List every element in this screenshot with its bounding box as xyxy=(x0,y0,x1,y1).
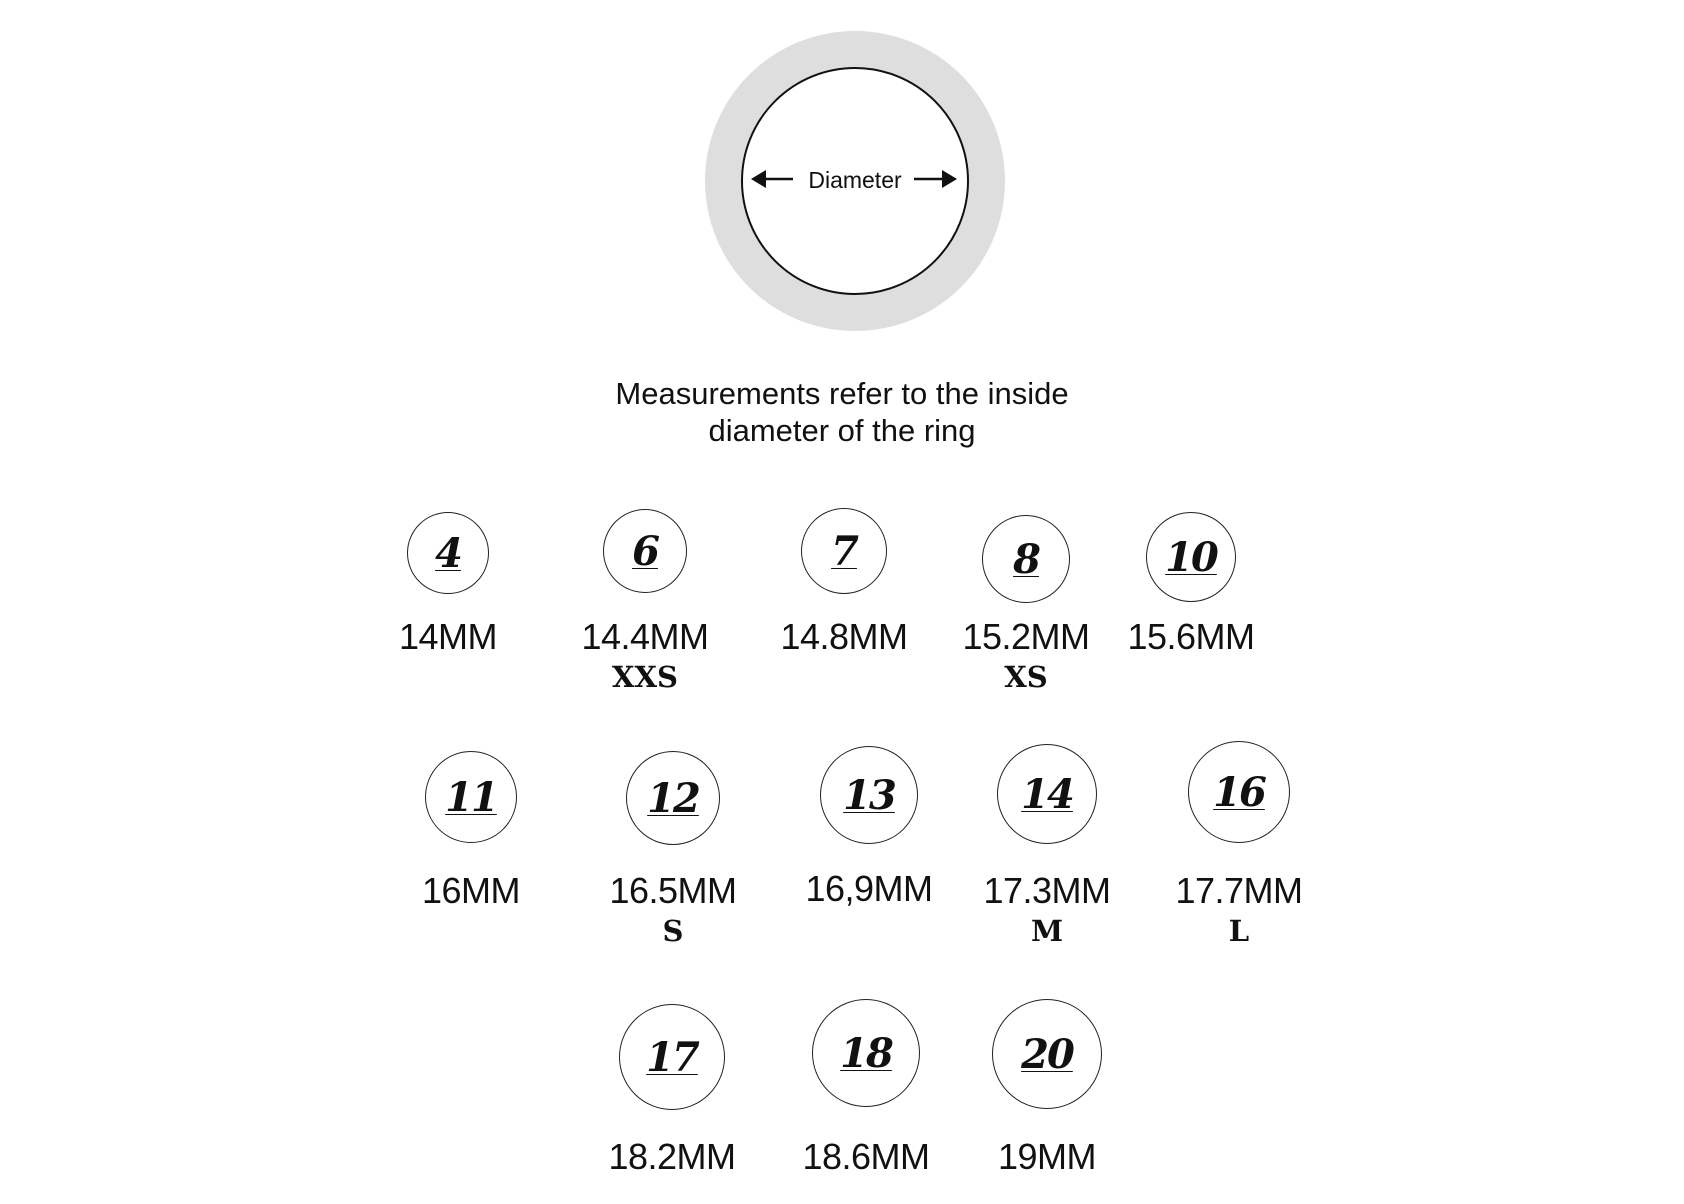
ring-size-10 xyxy=(1101,512,1281,712)
size-circle xyxy=(603,509,687,593)
size-number: 10 xyxy=(1165,533,1217,581)
size-circle xyxy=(801,508,887,594)
size-diameter-mm: 16.5MM xyxy=(609,870,737,911)
size-diameter-mm: 18.6MM xyxy=(802,1136,930,1177)
size-number: 14 xyxy=(1021,770,1073,818)
size-circle xyxy=(1146,512,1236,602)
size-letter: XS xyxy=(1004,660,1048,694)
size-letter: M xyxy=(1030,914,1064,948)
size-number: 17 xyxy=(646,1033,698,1081)
size-circle xyxy=(992,999,1102,1109)
size-number: 18 xyxy=(840,1029,892,1077)
size-number: 4 xyxy=(435,529,461,577)
size-diameter-mm: 14.8MM xyxy=(780,616,908,657)
size-number: 6 xyxy=(632,527,658,575)
size-diameter-mm: 16MM xyxy=(421,870,521,911)
size-letter: S xyxy=(662,914,684,948)
size-number: 13 xyxy=(843,771,895,819)
size-number: 7 xyxy=(831,527,857,575)
size-circle xyxy=(407,512,489,594)
measurement-caption xyxy=(542,375,1142,449)
size-diameter-mm: 14MM xyxy=(398,616,498,657)
size-number: 12 xyxy=(647,774,699,822)
size-number: 8 xyxy=(1013,535,1039,583)
ring-size-11 xyxy=(381,751,561,951)
ring-size-16 xyxy=(1149,741,1329,948)
size-circle xyxy=(820,746,918,844)
size-number: 20 xyxy=(1021,1030,1073,1078)
caption-line-2: diameter of the ring xyxy=(708,413,976,448)
size-diameter-mm: 19MM xyxy=(997,1136,1097,1177)
ring-size-17 xyxy=(582,1004,762,1204)
size-diameter-mm: 16,9MM xyxy=(805,868,933,909)
ring-size-18 xyxy=(776,999,956,1199)
size-diameter-mm: 14.4MM xyxy=(581,616,709,657)
ring-size-8 xyxy=(936,515,1116,715)
size-circle xyxy=(997,744,1097,844)
ring-size-7 xyxy=(754,508,934,708)
size-circle xyxy=(1188,741,1290,843)
size-circle xyxy=(982,515,1070,603)
size-number: 16 xyxy=(1213,768,1265,816)
diameter-label: Diameter xyxy=(808,167,902,193)
ring-size-13 xyxy=(779,746,959,946)
size-circle xyxy=(619,1004,725,1110)
ring-size-6 xyxy=(555,509,735,709)
caption-line-1: Measurements refer to the inside xyxy=(615,376,1069,411)
size-diameter-mm: 15.2MM xyxy=(962,616,1090,657)
size-diameter-mm: 18.2MM xyxy=(608,1136,736,1177)
size-letter: XXS xyxy=(612,660,678,694)
size-circle xyxy=(812,999,920,1107)
ring-size-14 xyxy=(957,744,1137,948)
ring-size-4 xyxy=(358,512,538,712)
size-letter: L xyxy=(1228,914,1250,948)
ring-diameter-diagram xyxy=(0,0,1684,360)
ring-size-20 xyxy=(957,999,1137,1199)
size-number: 11 xyxy=(445,773,497,821)
ring-size-12 xyxy=(583,751,763,951)
size-circle xyxy=(425,751,517,843)
size-diameter-mm: 17.7MM xyxy=(1175,870,1303,911)
size-diameter-mm: 15.6MM xyxy=(1127,616,1255,657)
size-diameter-mm: 17.3MM xyxy=(983,870,1111,911)
size-circle xyxy=(626,751,720,845)
